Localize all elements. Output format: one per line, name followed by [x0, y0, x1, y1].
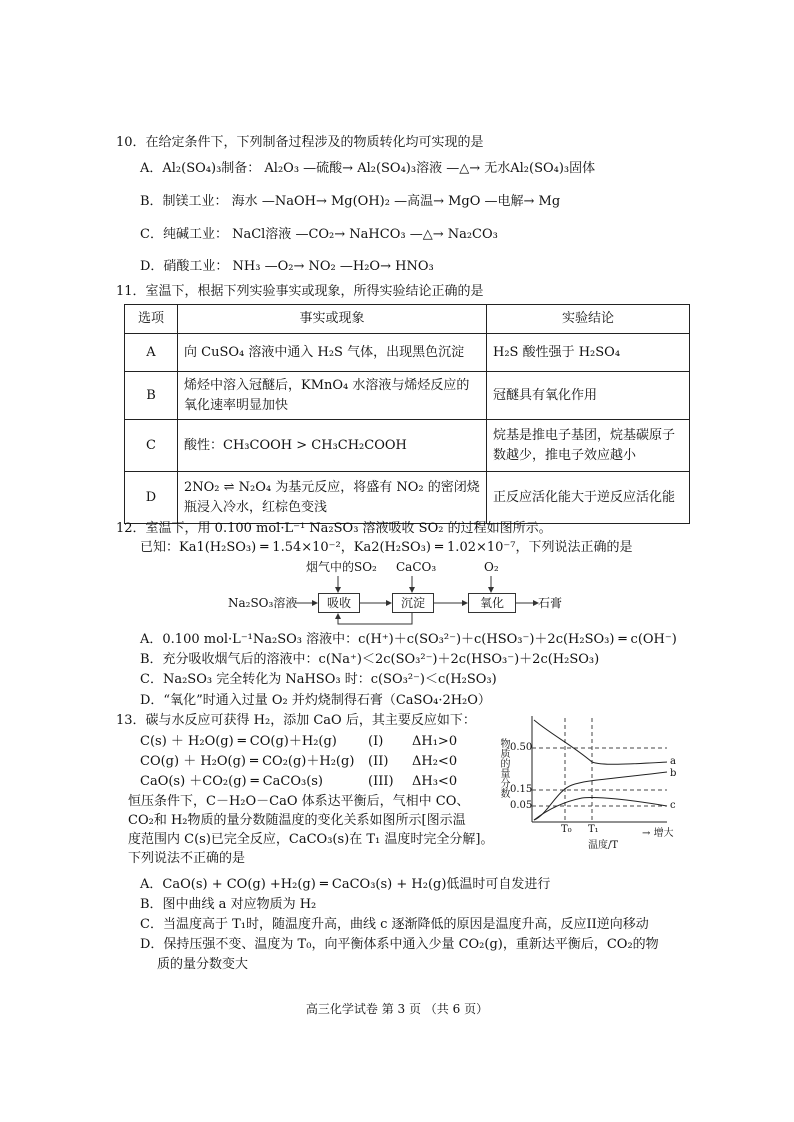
table-cell: 2NO₂ ⇌ N₂O₄ 为基元反应，将盛有 NO₂ 的密闭烧瓶浸入冷水，红棕色变浅 — [178, 472, 487, 524]
flow-start-label: Na₂SO₃溶液 — [228, 596, 298, 610]
q10-option-c: C．纯碱工业： NaCl溶液 —CO₂→ NaHCO₃ —△→ Na₂CO₃ — [140, 227, 498, 242]
flow-input-so2: 烟气中的SO₂ — [306, 560, 377, 574]
q13-reaction-3-dh: ΔH₃<0 — [412, 774, 458, 789]
q12-known: 已知：Ka1(H₂SO₃) ═ 1.54×10⁻²，Ka2(H₂SO₃) ═ 1.02×10⁻⁷，下列说法正确的是 — [140, 540, 633, 555]
table-cell: 冠醚具有氧化作用 — [487, 372, 690, 420]
experiment-table — [124, 304, 690, 524]
q13-option-c: C．当温度高于 T₁时，随温度升高，曲线 c 逐渐降低的原因是温度升高，反应II逆向移动 — [140, 917, 649, 932]
q13-para-line: 下列说法不正确的是 — [128, 851, 246, 866]
table-cell: B — [125, 372, 178, 420]
curve-label-b: b — [670, 768, 677, 779]
graph-ylabel: 物质的量分数 — [498, 738, 509, 798]
graph-xlabel: 温度/T — [588, 840, 619, 851]
graph-t0: T₀ — [561, 824, 572, 835]
q12-option-c: C．Na₂SO₃ 完全转化为 NaHSO₃ 时：c(SO₃²⁻)＜c(H₂SO₃) — [140, 672, 497, 687]
q13-reaction-2-num: (II) — [368, 754, 389, 769]
graph-xarrow: → 增大 — [642, 828, 674, 839]
q12-stem: 12．室温下，用 0.100 mol·L⁻¹ Na₂SO₃ 溶液吸收 SO₂ 的过程如图所示。 — [116, 521, 552, 536]
table-row — [125, 334, 690, 372]
table-cell: D — [125, 472, 178, 524]
q11-stem: 11．室温下，根据下列实验事实或现象，所得实验结论正确的是 — [116, 284, 484, 299]
q12-option-b: B．充分吸收烟气后的溶液中：c(Na⁺)＜2c(SO₃²⁻)＋2c(HSO₃⁻)＋2c(H₂SO₃) — [140, 652, 600, 667]
q13-option-b: B．图中曲线 a 对应物质为 H₂ — [140, 897, 317, 912]
table-cell: A — [125, 334, 178, 372]
flow-box-oxidize: 氧化 — [468, 593, 516, 613]
q10-option-b: B．制镁工业： 海水 —NaOH→ Mg(OH)₂ —高温→ MgO —电解→ Mg — [140, 194, 561, 209]
table-cell: 向 CuSO₄ 溶液中通入 H₂S 气体，出现黑色沉淀 — [178, 334, 487, 372]
q13-para-line: 度范围内 C(s)已完全反应，CaCO₃(s)在 T₁ 温度时完全分解]。 — [128, 832, 494, 847]
graph-t1: T₁ — [588, 824, 599, 835]
q13-option-a: A．CaO(s) + CO(g) +H₂(g) ═ CaCO₃(s) + H₂(g)低温时可自发进行 — [140, 877, 551, 892]
table-row — [125, 372, 690, 420]
q13-reaction-3-num: (III) — [368, 774, 394, 789]
graph-tick: 0.50 — [510, 742, 533, 753]
q13-reaction-1: C(s) ＋ H₂O(g) ═ CO(g)＋H₂(g) — [140, 734, 337, 749]
q13-option-d: D．保持压强不变、温度为 T₀，向平衡体系中通入少量 CO₂(g)，重新达平衡后，CO₂的物 — [140, 937, 659, 952]
curve-label-c: c — [670, 800, 676, 811]
table-cell: H₂S 酸性强于 H₂SO₄ — [487, 334, 690, 372]
flow-box-absorb: 吸收 — [318, 593, 360, 613]
graph-tick: 0.15 — [510, 784, 533, 795]
table-header: 选项 — [125, 305, 178, 334]
graph-tick: 0.05 — [510, 800, 533, 811]
flow-end-label: 石膏 — [538, 596, 563, 610]
q13-option-d-cont: 质的量分数变大 — [157, 957, 249, 972]
q13-reaction-2: CO(g) ＋ H₂O(g) ═ CO₂(g)＋H₂(g) — [140, 754, 355, 769]
q12-option-a: A．0.100 mol·L⁻¹Na₂SO₃ 溶液中：c(H⁺)＋c(SO₃²⁻)＋c(HSO₃⁻)＋2c(H₂SO₃) ═ c(OH⁻) — [140, 632, 677, 647]
q10-option-a: A．Al₂(SO₄)₃制备： Al₂O₃ —硫酸→ Al₂(SO₄)₃溶液 —△→ 无水Al₂(SO₄)₃固体 — [140, 161, 596, 176]
table-header: 实验结论 — [487, 305, 690, 334]
curve-a — [534, 720, 667, 764]
table-row — [125, 420, 690, 472]
table-cell: 烷基是推电子基团，烷基碳原子数越少，推电子效应越小 — [487, 420, 690, 472]
page-footer: 高三化学试卷 第 3 页 （共 6 页） — [305, 1002, 489, 1016]
graph-xarrow-label: 增大 — [653, 828, 674, 839]
table-header-row — [125, 305, 690, 334]
table-cell: 烯烃中溶入冠醚后，KMnO₄ 水溶液与烯烃反应的氧化速率明显加快 — [178, 372, 487, 420]
table-cell: C — [125, 420, 178, 472]
q13-reaction-3: CaO(s) ＋CO₂(g) ═ CaCO₃(s) — [140, 774, 324, 789]
q13-stem: 13．碳与水反应可获得 H₂，添加 CaO 后，其主要反应如下： — [116, 713, 476, 728]
q13-reaction-1-num: (I) — [368, 734, 384, 749]
flow-input-caco3: CaCO₃ — [396, 560, 437, 574]
q10-stem: 10．在给定条件下，下列制备过程涉及的物质转化均可实现的是 — [116, 135, 484, 150]
q13-graph — [492, 710, 690, 850]
q13-para-line: CO₂和 H₂物质的量分数随温度的变化关系如图所示[图示温 — [128, 813, 466, 828]
table-header: 事实或现象 — [178, 305, 487, 334]
q10-option-d: D．硝酸工业： NH₃ —O₂→ NO₂ —H₂O→ HNO₃ — [140, 259, 434, 274]
q12-option-d: D．“氧化”时通入过量 O₂ 并灼烧制得石膏（CaSO₄·2H₂O） — [140, 693, 491, 708]
table-cell: 酸性：CH₃COOH > CH₃CH₂COOH — [178, 420, 487, 472]
table-cell: 正反应活化能大于逆反应活化能 — [487, 472, 690, 524]
q13-para-line: 恒压条件下，C－H₂O－CaO 体系达平衡后，气相中 CO、 — [128, 794, 470, 809]
flow-arrows — [280, 560, 550, 630]
curve-b — [534, 772, 667, 820]
table-row — [125, 472, 690, 524]
flow-input-o2: O₂ — [484, 560, 499, 574]
q13-reaction-2-dh: ΔH₂<0 — [412, 754, 458, 769]
flow-box-precipitate: 沉淀 — [392, 593, 434, 613]
q13-reaction-1-dh: ΔH₁>0 — [412, 734, 458, 749]
curve-label-a: a — [670, 756, 676, 767]
